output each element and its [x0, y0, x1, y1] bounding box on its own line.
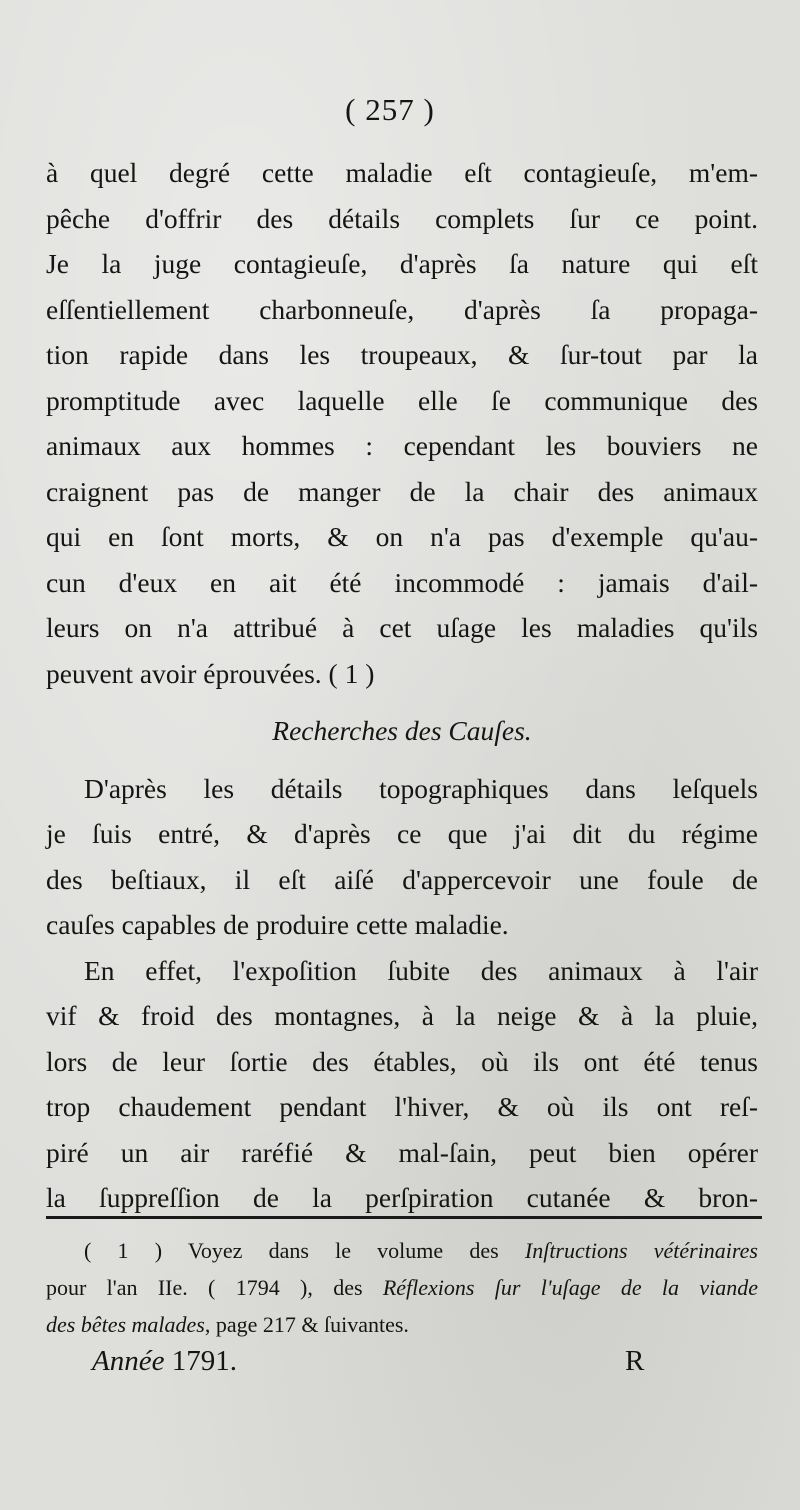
- main-text: [46, 150, 758, 1221]
- text-line: qui en ſont morts, & on n'a pas d'exemple qu'au-: [46, 521, 758, 552]
- footer-year: [92, 1345, 237, 1378]
- text-line: animaux aux hommes : cependant les bouviers ne: [46, 430, 758, 461]
- footnote: [46, 1232, 758, 1343]
- text-line: Je la juge contagieuſe, d'après ſa nature qui eſt: [46, 248, 758, 279]
- text-line: craignent pas de manger de la chair des animaux: [46, 475, 758, 507]
- footnote-line: [46, 1232, 758, 1269]
- text-line: peuvent avoir éprouvées. ( 1 ): [46, 657, 375, 689]
- text-line: leurs on n'a attribué à cet uſage les maladies qu'ils: [46, 612, 758, 643]
- text-line: D'après les détails topographiques dans leſquels: [84, 772, 758, 804]
- footnote-text: , page 217 & ſuivantes.: [204, 1312, 409, 1337]
- footnote-italic-title: des bêtes malades: [46, 1312, 205, 1337]
- footnote-line: [46, 1269, 758, 1306]
- signature-mark: R: [625, 1345, 645, 1377]
- text-line: des beſtiaux, il eſt aiſé d'appercevoir une foule de: [46, 863, 758, 895]
- text-line: la ſuppreſſion de la perſpiration cutanée & bron-: [46, 1182, 758, 1213]
- text-line: à quel degré cette maladie eſt contagieuſe, m'em-: [46, 157, 758, 188]
- footnote-italic-title: Inſtructions vétérinaires: [524, 1238, 758, 1263]
- text-line: promptitude avec laquelle elle ſe communique des: [46, 384, 758, 416]
- footnote-marker: ( 1 ): [84, 1238, 163, 1263]
- text-line: piré un air raréfié & mal-ſain, peut bien opérer: [46, 1136, 758, 1168]
- section-heading: Recherches des Cauſes.: [272, 715, 532, 746]
- text-line: trop chaudement pendant l'hiver, & où ils ont reſ-: [46, 1091, 758, 1122]
- footnote-divider: [46, 1216, 762, 1219]
- paragraph-causes: [46, 766, 758, 948]
- text-line: eſſentiellement charbonneuſe, d'après ſa propaga-: [46, 293, 758, 325]
- text-line: En effet, l'expoſition ſubite des animaux à l'air: [84, 954, 758, 986]
- footnote-line: [46, 1306, 758, 1343]
- year-value: 1791.: [171, 1345, 237, 1377]
- text-line: tion rapide dans les troupeaux, & ſur-tout par la: [46, 339, 758, 370]
- paragraph-contagion: [46, 150, 758, 696]
- page-footer: [92, 1345, 652, 1389]
- text-line: lors de leur ſortie des étables, où ils ont été tenus: [46, 1045, 758, 1077]
- text-line: je ſuis entré, & d'après ce que j'ai dit du régime: [46, 818, 758, 849]
- text-line: vif & froid des montagnes, à la neige & à la pluie,: [46, 1000, 758, 1031]
- paragraph-exposition: [46, 948, 758, 1221]
- text-line: cauſes capables de produire cette maladie.: [46, 909, 509, 940]
- page-number: ( 257 ): [345, 92, 435, 127]
- text-line: cun d'eux en ait été incommodé : jamais d'ail-: [46, 566, 758, 598]
- year-label: Année: [92, 1345, 165, 1377]
- footnote-italic-title: Réflexions ſur l'uſage de la viande: [382, 1275, 758, 1300]
- text-line: pêche d'offrir des détails complets ſur ce point.: [46, 202, 758, 234]
- footnote-text: Voyez dans le volume des: [187, 1238, 499, 1263]
- footnote-text: pour l'an IIe. ( 1794 ), des: [46, 1275, 363, 1300]
